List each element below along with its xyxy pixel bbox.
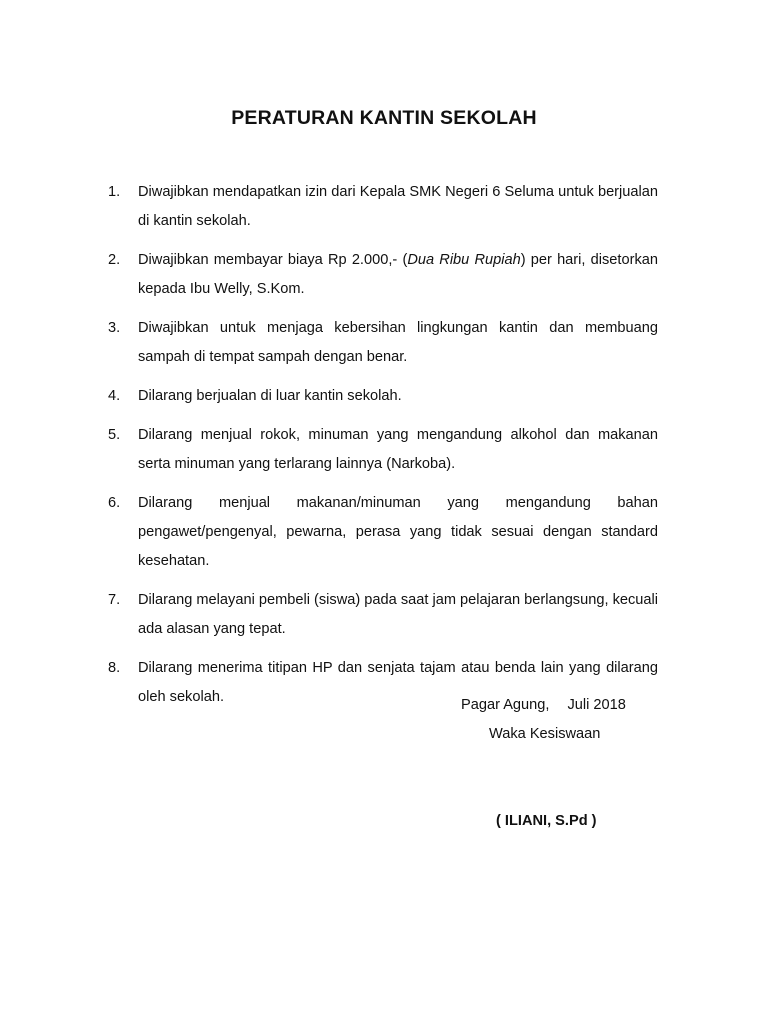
signature-date: Juli 2018 xyxy=(567,697,626,713)
rule-number: 5. xyxy=(108,427,121,443)
rule-text: Dilarang menjual makanan/minuman yang mengandung bahan pengawet/pengenyal, pewarna, perasa yang tidak sesuai dengan standard kesehatan. xyxy=(138,495,658,569)
rule-item-2 xyxy=(108,246,658,304)
rule-number: 7. xyxy=(108,592,121,608)
place-date-line xyxy=(461,697,626,713)
rule-number: 4. xyxy=(108,388,121,404)
rule-item-4 xyxy=(108,382,658,411)
rule-number: 6. xyxy=(108,495,121,511)
rules-list xyxy=(108,178,658,722)
rule-item-6 xyxy=(108,489,658,576)
rule-item-7 xyxy=(108,586,658,644)
rule-text xyxy=(138,246,658,304)
signature-place: Pagar Agung, xyxy=(461,697,550,713)
rule-number: 3. xyxy=(108,320,121,336)
rule-item-3 xyxy=(108,314,658,372)
rule-text: Diwajibkan mendapatkan izin dari Kepala SMK Negeri 6 Seluma untuk berjualan di kantin sekolah. xyxy=(138,184,658,229)
rule-number: 8. xyxy=(108,660,121,676)
signer-name: ( ILIANI, S.Pd ) xyxy=(496,813,597,829)
rule-text-part: ) per hari, disetorkan kepada Ibu Welly, S.Kom. xyxy=(138,252,658,297)
rule-text: Dilarang menjual rokok, minuman yang mengandung alkohol dan makanan serta minuman yang terlarang lainnya (Narkoba). xyxy=(138,427,658,472)
rule-text: Diwajibkan untuk menjaga kebersihan lingkungan kantin dan membuang sampah di tempat sampah dengan benar. xyxy=(138,320,658,365)
rule-item-5 xyxy=(108,421,658,479)
rule-number: 2. xyxy=(108,252,121,268)
signature-position: Waka Kesiswaan xyxy=(489,726,601,742)
rule-text-italic: Dua Ribu Rupiah xyxy=(407,252,521,268)
rule-item-1 xyxy=(108,178,658,236)
rule-text: Dilarang melayani pembeli (siswa) pada saat jam pelajaran berlangsung, kecuali ada alasan yang tepat. xyxy=(138,592,658,637)
rule-text: Dilarang menerima titipan HP dan senjata tajam atau benda lain yang dilarang oleh sekolah. xyxy=(138,660,658,705)
document-title: PERATURAN KANTIN SEKOLAH xyxy=(231,107,537,129)
rule-number: 1. xyxy=(108,184,121,200)
rule-text-part: Diwajibkan membayar biaya Rp 2.000,- ( xyxy=(138,252,408,268)
rule-text: Dilarang berjualan di luar kantin sekolah. xyxy=(138,388,402,404)
